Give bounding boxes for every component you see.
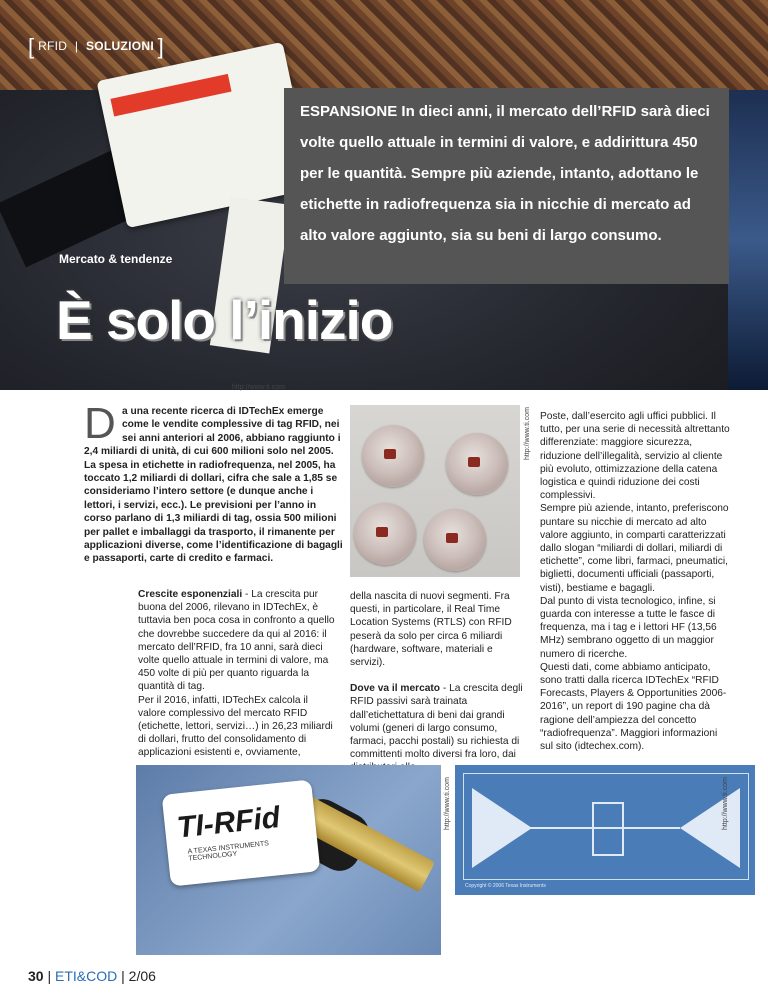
left-paragraph-2: Per il 2016, infatti, IDTechEx calcola il valore complessivo del mercato RFID (etichette, lettori, servizi…) in 26,23 miliardi di dollari, frutto del consolidamento di applicazioni esistenti e, ovviamente,: [138, 694, 333, 759]
right-paragraph-3: Dal punto di vista tecnologico, infine, si guarda con interesse a tutte le fasce di frequenza, ma i tag e i lettori HF (13,56 MHz) sembrano oggetto di un maggior numero di ricerche.: [540, 595, 717, 660]
intro-first-lines: a una recente ricerca di IDTechEx emerge come le vendite complessive di tag RFID, nei sei anni anteriori al 2006, abbiano raggiunto i: [122, 406, 341, 444]
antenna-left-icon: [472, 788, 532, 868]
hero-credit: http://www.ti.com: [232, 384, 285, 391]
page-footer: 30 | ETI&COD | 2/06: [28, 968, 156, 984]
issue-number: 2/06: [128, 968, 156, 984]
rfid-tag-disc: [446, 433, 508, 495]
fob-credit: http://www.ti.com: [444, 777, 451, 830]
ti-rfid-subtitle: A TEXAS INSTRUMENTS TECHNOLOGY: [187, 840, 270, 863]
right-paragraph-4: Questi dati, come abbiamo anticipato, sono tratti dalla ricerca IDTechEx “RFID Forecasts, Players & Opportunities 2006-2016”, un report di 190 pagine cha dà ragione dell’ampiezza del concetto “radiofrequenza”. Maggiori informazioni sul sito (idtechex.com).: [540, 661, 727, 753]
rfid-tag-disc: [362, 425, 424, 487]
antenna-diagram: [455, 765, 755, 895]
section-tag: [ RFID | SOLUZIONI ]: [28, 34, 165, 59]
subsection-label: SOLUZIONI: [85, 39, 155, 54]
chip-icon: [592, 802, 624, 856]
column-right: [540, 410, 732, 753]
side-photo-strip: [728, 90, 768, 390]
intro-rest: 2,4 miliardi di unità, di cui 600 milioni solo nel 2005. La spesa in etichette in radiofrequenza, nel 2005, ha toccato 1,2 miliardi di dollari, cifra che sale a 1,85 se consideriamo l’intero settore (e dunque anche i lettori, i servizi, ecc.). Le previsioni per l’anno in corso parlano di 1,3 miliardi di tag, ossia 500 milioni per pallet e imballaggi da trasporto, il rimanente per applicazioni diverse, come l’identificazione di bagagli e passaporti, carte di credito e farmaci.: [84, 446, 343, 565]
page-title: È solo l’inizio: [56, 289, 393, 351]
section-label: RFID: [38, 39, 68, 54]
keyfob-tag: [162, 779, 321, 886]
rfid-tags-photo: [350, 405, 520, 577]
antenna-frame: [463, 773, 749, 880]
right-paragraph-2: Sempre più aziende, intanto, preferiscono puntare su nicchie di mercato ad alto valore aggiunto, in comparti caratterizzati dallo slogan “miliardi di dollari, miliardi di etichette”, come libri, farmaci, pneumatici, biglietti, documenti ufficiali (passaporti, visti), bestiame e bagagli.: [540, 503, 729, 594]
antenna-credit: http://www.ti.com: [722, 777, 729, 830]
page-number: 30: [28, 968, 44, 984]
column-left: [138, 588, 338, 760]
right-paragraph-1: Poste, dall’esercito agli uffici pubblici. Il tutto, per una serie di necessità altrettanto differenziate: maggiore sicurezza, riduzione dell’illegalità, servizio al cliente più evoluto, ottimizzazione della catena logistica e quindi riduzione dei costi complessivi.: [540, 411, 730, 502]
drop-cap: D: [84, 399, 116, 448]
rfid-tag-disc: [354, 503, 416, 565]
mid-paragraph-2: - La crescita degli RFID passivi sarà trainata dall’etichettatura di beni dai grandi volumi (generi di largo consumo, farmaci, pacchi postali) su richiesta di committenti molto diversi fra loro, dai: [350, 683, 523, 761]
tags-credit: http://www.ti.com: [524, 407, 531, 460]
left-heading: Crescite esponenziali: [138, 589, 243, 600]
mid-heading: Dove va il mercato: [350, 683, 441, 695]
rubric: Mercato & tendenze: [59, 252, 173, 266]
mid-paragraph-1: della nascita di nuovi segmenti. Fra questi, in particolare, il Real Time Location Systems (RTLS) con RFID peserà da solo per circa 6 miliardi (hardware, software, materiali e servizi).: [350, 591, 512, 669]
column-middle: [350, 590, 525, 775]
antenna-right-icon: [680, 788, 740, 868]
rfid-tag-disc: [424, 509, 486, 571]
magazine-name: ETI&COD: [55, 968, 118, 984]
ti-rfid-logo: TI-RFid: [175, 800, 282, 845]
intro-paragraph: [84, 399, 346, 566]
lead-text: ESPANSIONE In dieci anni, il mercato dell’RFID sarà dieci volte quello attuale in termini di valore, e addirittura 450 per le quantità. Sempre più aziende, intanto, adottano le etichette in radiofrequenza sia in nicchie di mercato ad alto valore aggiunto, sia su beni di largo consumo.: [300, 103, 710, 244]
keyfob-photo: [136, 765, 441, 955]
left-paragraph-1: - La crescita pur buona del 2006, rilevano in IDTechEx, è tuttavia ben poca cosa in confronto a quello che dovrebbe succedere da qui al 2016: il mercato dell’RFID, fra 10 anni, sarà dieci volte quello attuale in termini di valore, ma 450 volte di più per quanto riguarda la quantità di tag.: [138, 589, 335, 693]
antenna-copyright: Copyright © 2006 Texas Instruments: [465, 883, 546, 889]
